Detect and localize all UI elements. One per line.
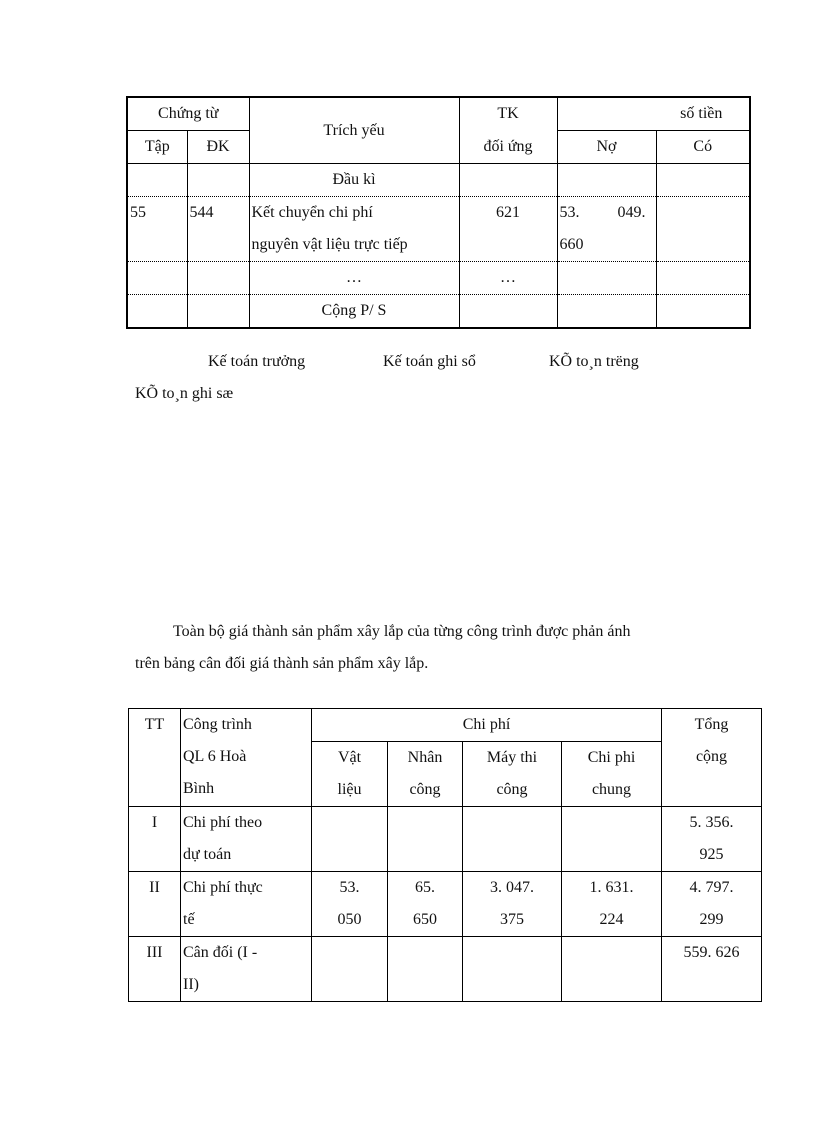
cell-may-thi-cong bbox=[463, 937, 562, 1002]
cell-chi-phi-chung bbox=[562, 937, 662, 1002]
header-may-thi-cong bbox=[463, 742, 562, 807]
header-line: Nhân bbox=[407, 749, 443, 766]
table-row bbox=[129, 807, 762, 872]
cell bbox=[557, 295, 656, 329]
cell-line: 5. 356. bbox=[689, 814, 734, 831]
header-line: Máy thi bbox=[486, 749, 538, 766]
table-row bbox=[127, 262, 750, 295]
header-trich-yeu: Trích yếu bbox=[249, 97, 459, 164]
cell-line: 3. 047. bbox=[490, 879, 534, 896]
header-doi-ung: đối ứng bbox=[459, 131, 557, 164]
header-line: công bbox=[496, 781, 528, 798]
cell-no bbox=[557, 197, 656, 262]
cost-balance-table bbox=[128, 708, 762, 1002]
cell-line: tế bbox=[183, 911, 195, 928]
cell-line: dự toán bbox=[183, 846, 232, 863]
header-chung-tu: Chứng từ bbox=[127, 97, 249, 131]
cell-line bbox=[564, 937, 659, 969]
header-line: liệu bbox=[337, 781, 362, 798]
cell-line bbox=[664, 969, 759, 1001]
header-line: chung bbox=[591, 781, 632, 798]
cell-line bbox=[564, 969, 659, 1001]
header-tt: TT bbox=[129, 709, 181, 807]
cell bbox=[127, 262, 187, 295]
cell-line bbox=[314, 839, 385, 871]
cell bbox=[187, 295, 249, 329]
cell-line: 650 bbox=[413, 911, 437, 928]
cell-line bbox=[465, 969, 559, 1001]
cell bbox=[557, 262, 656, 295]
sig-garbled-2: KÕ to¸n ghi sæ bbox=[135, 385, 234, 402]
header-vat-lieu bbox=[312, 742, 388, 807]
cell-dau-ki: Đầu kì bbox=[249, 164, 459, 197]
cell-cong: Cộng P/ S bbox=[249, 295, 459, 329]
cell-vat-lieu bbox=[312, 807, 388, 872]
no-part: 660 bbox=[559, 236, 584, 253]
header-nhan-cong bbox=[388, 742, 463, 807]
cell-line bbox=[314, 937, 385, 969]
cell bbox=[656, 262, 750, 295]
cell bbox=[656, 164, 750, 197]
header-tap: Tập bbox=[127, 131, 187, 164]
table-header-row bbox=[129, 709, 762, 742]
cell-tk: 621 bbox=[459, 197, 557, 262]
header-chi-phi-chung bbox=[562, 742, 662, 807]
cell-line bbox=[390, 969, 460, 1001]
table-row bbox=[127, 197, 750, 262]
so-tien-label: số tiền bbox=[680, 105, 723, 122]
cell-line bbox=[390, 807, 460, 839]
header-co: Có bbox=[656, 131, 750, 164]
cell-line bbox=[465, 937, 559, 969]
header-no: Nợ bbox=[557, 131, 656, 164]
cell-chi-phi-chung bbox=[562, 807, 662, 872]
header-cong-trinh bbox=[181, 709, 312, 807]
cell-tt: III bbox=[129, 937, 181, 1002]
cell-dk: 544 bbox=[187, 197, 249, 262]
cell-line bbox=[314, 807, 385, 839]
header-line: Chi phi bbox=[587, 749, 636, 766]
cell bbox=[187, 164, 249, 197]
cell-line: Chi phí thực bbox=[183, 879, 263, 896]
cell-may-thi-cong bbox=[463, 807, 562, 872]
cell-line bbox=[465, 839, 559, 871]
table-header-row bbox=[127, 97, 750, 131]
header-line: Công trình bbox=[183, 716, 252, 733]
cell bbox=[459, 164, 557, 197]
cell-line: 375 bbox=[500, 911, 524, 928]
cell-tong-cong bbox=[662, 937, 762, 1002]
cell bbox=[656, 295, 750, 329]
cell-line: 1. 631. bbox=[589, 879, 634, 896]
cell-vat-lieu bbox=[312, 872, 388, 937]
header-line: QL 6 Hoà bbox=[183, 748, 247, 765]
cell-nhan-cong bbox=[388, 872, 463, 937]
cell-nhan-cong bbox=[388, 937, 463, 1002]
cell-line bbox=[564, 807, 659, 839]
cell-line: 65. bbox=[415, 879, 435, 896]
table-row bbox=[129, 937, 762, 1002]
cell-name bbox=[181, 937, 312, 1002]
header-line: Tổng bbox=[694, 716, 729, 733]
cell-line: 925 bbox=[699, 846, 724, 863]
cell bbox=[127, 164, 187, 197]
cell-line bbox=[390, 937, 460, 969]
cell-chi-phi-chung bbox=[562, 872, 662, 937]
cell-line: 559. 626 bbox=[683, 944, 740, 961]
cell-trich-yeu bbox=[249, 197, 459, 262]
table-row bbox=[129, 872, 762, 937]
no-part: 049. bbox=[617, 204, 646, 221]
header-chi-phi: Chi phí bbox=[312, 709, 662, 742]
cell-name bbox=[181, 807, 312, 872]
cell bbox=[187, 262, 249, 295]
header-line: công bbox=[409, 781, 441, 798]
table-row bbox=[127, 295, 750, 329]
sig-ke-toan-ghi-so: Kế toán ghi sổ bbox=[383, 353, 476, 370]
cell-tap: 55 bbox=[127, 197, 187, 262]
cell-line: II) bbox=[183, 976, 199, 993]
sig-garbled-1: KÕ to¸n trëng bbox=[549, 353, 639, 370]
cell-line bbox=[564, 839, 659, 871]
sig-ke-toan-truong: Kế toán trưởng bbox=[208, 353, 306, 370]
cell bbox=[127, 295, 187, 329]
header-line: Bình bbox=[183, 780, 215, 797]
cell-tong-cong bbox=[662, 872, 762, 937]
cell-tong-cong bbox=[662, 807, 762, 872]
cell-line: 224 bbox=[599, 911, 624, 928]
header-tong-cong bbox=[662, 709, 762, 807]
cell-name bbox=[181, 872, 312, 937]
trich-yeu-line: Kết chuyển chi phí bbox=[251, 204, 373, 221]
cell-may-thi-cong bbox=[463, 872, 562, 937]
cell bbox=[459, 295, 557, 329]
trich-yeu-line: nguyên vật liệu trực tiếp bbox=[251, 236, 408, 253]
header-dk: ĐK bbox=[187, 131, 249, 164]
cell-line: Chi phí theo bbox=[183, 814, 263, 831]
cell-line: 299 bbox=[699, 911, 724, 928]
header-so-tien bbox=[557, 97, 750, 131]
header-line: Vật bbox=[337, 749, 362, 766]
cell-tt: II bbox=[129, 872, 181, 937]
cell-line: 53. bbox=[339, 879, 360, 896]
table-row bbox=[127, 164, 750, 197]
cell-line bbox=[465, 807, 559, 839]
cell-line: 4. 797. bbox=[689, 879, 734, 896]
paragraph-line-1: Toàn bộ giá thành sản phẩm xây lắp của từng công trình được phản ánh bbox=[173, 623, 631, 640]
cell bbox=[656, 197, 750, 262]
no-part: 53. bbox=[559, 204, 580, 221]
cell-line bbox=[314, 969, 385, 1001]
cell-line: Cân đối (I - bbox=[183, 944, 258, 961]
cell-tt: I bbox=[129, 807, 181, 872]
cell-ellipsis: … bbox=[249, 262, 459, 295]
cell-vat-lieu bbox=[312, 937, 388, 1002]
header-line: cộng bbox=[695, 748, 728, 765]
ledger-table bbox=[126, 96, 751, 329]
cell-nhan-cong bbox=[388, 807, 463, 872]
cell-line: 050 bbox=[337, 911, 362, 928]
header-tk: TK bbox=[459, 97, 557, 131]
cell-line bbox=[390, 839, 460, 871]
cell bbox=[557, 164, 656, 197]
paragraph-line-2: trên bảng cân đối giá thành sản phẩm xây lắp. bbox=[135, 655, 429, 672]
cell-ellipsis: … bbox=[459, 262, 557, 295]
